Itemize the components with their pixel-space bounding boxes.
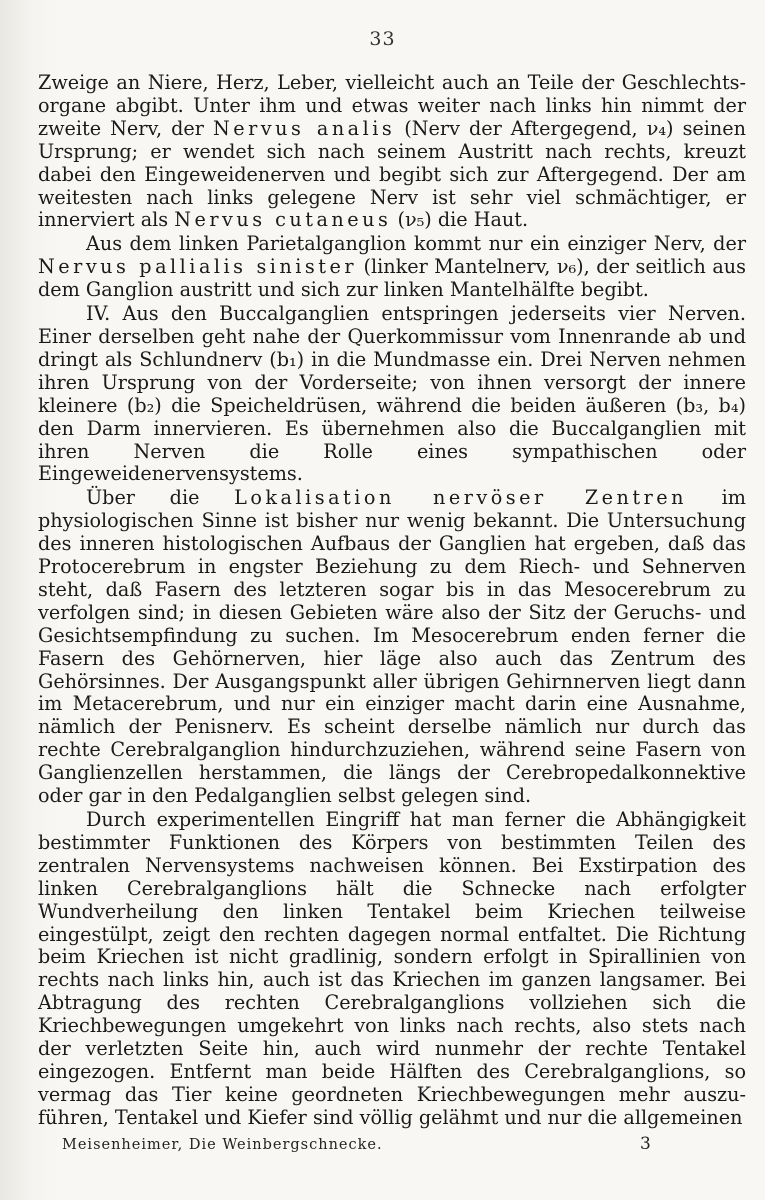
spaced-term: Nervus cutaneus (174, 208, 392, 232)
text-run: Über die (86, 486, 235, 510)
text-run: (linker Mantelnerv, ν₆), der seitlich aus dem Ganglion austritt und sich zur linken Mantelhälfte begibt. (38, 255, 746, 302)
paragraph (38, 72, 746, 232)
text-run: im physiologischen Sinne ist bisher nur wenig bekannt. Die Untersuchung des inneren histologischen Aufbaus der Ganglien hat ergeben, daß das Protocerebrum in engster Beziehung zu dem Riech- und Sehnerven steht, daß Fasern des letzteren sogar bis in das Mesocerebrum zu verfolgen sind; in diesen Gebieten wäre also der Sitz der Geruchs- und Gesichtsempfindung zu suchen. Im Mesocerebrum enden ferner die Fasern des Gehörnerven, hier läge also auch das Zentrum des Gehörsinnes. Der Ausgangspunkt aller übrigen Gehirnnerven liegt dann im Metacerebrum, und nur ein einziger macht darin eine Ausnahme, nämlich der Penisnerv. Es scheint derselbe nämlich nur durch das rechte Cerebralganglion hindurchzuziehen, während seine Fasern von Ganglienzellen herstammen, die längs der Cerebropedalkonnektive oder gar in den Pedalganglien selbst gelegen sind. (38, 486, 746, 808)
paragraph (38, 809, 746, 1130)
paragraph (38, 303, 746, 486)
page-number: 33 (369, 28, 396, 50)
text-run: Zweige an Niere, Herz, Leber, vielleicht auch an Teile der Geschlechtsorgane abgibt. Unter ihm und etwas weiter nach links hin nimmt der zweite Nerv, der (38, 71, 746, 140)
paragraph (38, 487, 746, 808)
spaced-term: Lokalisation nervöser Zentren (234, 486, 687, 510)
body-text (38, 72, 746, 1130)
text-run: (ν₅) die Haut. (391, 208, 529, 232)
paragraph (38, 233, 746, 302)
signature-mark: 3 (640, 1134, 651, 1154)
text-run: Durch experimentellen Eingriff hat man ferner die Abhängigkeit bestimmter Funktionen des Körpers von bestimmten Teilen des zentralen Nervensystems nachweisen können. Bei Exstirpation des linken Cerebralganglions hält die Schnecke nach erfolgter Wundverheilung den linken Tentakel beim Kriechen teilweise eingestülpt, zeigt den rechten dagegen normal entfaltet. Die Richtung beim Kriechen ist nicht gradlinig, sondern erfolgt in Spirallinien von rechts nach links hin, auch ist das Kriechen im ganzen langsamer. Bei Abtragung des rechten Cerebralganglions vollziehen sich die Kriechbewegungen umgekehrt von links nach rechts, also stets nach der verletzten Seite hin, auch wird nunmehr der rechte Tentakel eingezogen. Entfernt man beide Hälften des Cerebralganglions, so vermag das Tier keine geordneten Kriechbewegungen mehr auszuführen, Tentakel und Kiefer sind völlig gelähmt und nur die allgemeinen (38, 808, 746, 1129)
running-footer: Meisenheimer, Die Weinbergschnecke. (62, 1137, 383, 1153)
text-run: (Nerv der Aftergegend, ν₄) seinen Ursprung; er wendet sich nach seinem Austritt nach rechts, kreuzt dabei den Eingeweidenerven und begibt sich zur Aftergegend. Der am weitesten nach links gelegene Nerv ist sehr viel schmächtiger, er innerviert als (38, 116, 746, 232)
spaced-term: Nervus pallialis sinister (38, 255, 358, 279)
spaced-term: Nervus analis (212, 116, 396, 140)
text-run: Aus dem linken Parietalganglion kommt nur ein einziger Nerv, der (86, 232, 746, 256)
text-run: IV. Aus den Buccalganglien entspringen jederseits vier Nerven. Einer derselben geht nahe der Querkommissur vom Innenrande ab und dringt als Schlundnerv (b₁) in die Mundmasse ein. Drei Nerven nehmen ihren Ursprung von der Vorderseite; von ihnen versorgt der innere kleinere (b₂) die Speicheldrüsen, während die beiden äußeren (b₃, b₄) den Darm innervieren. Es übernehmen also die Buccalganglien mit ihren Nerven die Rolle eines sympathischen oder Eingeweidenervensystems. (38, 302, 746, 486)
